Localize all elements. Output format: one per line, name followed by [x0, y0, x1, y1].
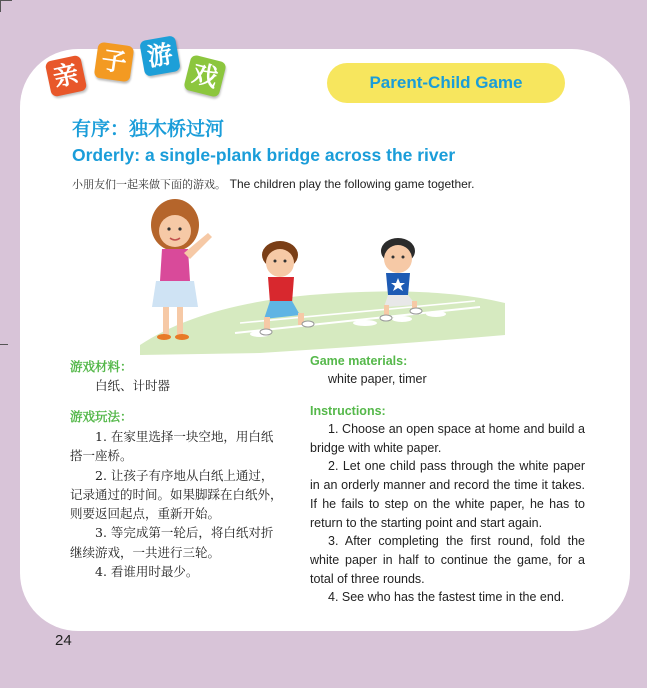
intro-line: [72, 176, 474, 192]
game-title-en: Orderly: a single-plank bridge across the river: [72, 145, 456, 165]
materials-heading-zh: 游戏材料：: [70, 359, 133, 374]
instructions-heading-zh: 游戏玩法：: [70, 409, 133, 424]
english-label: Parent-Child Game: [369, 73, 523, 92]
materials-text-zh: 白纸、计时器: [95, 378, 171, 393]
badge-char-1: 亲: [45, 55, 88, 98]
crop-mark: [0, 0, 1, 12]
instructions-list-zh: [70, 427, 284, 581]
english-label-pill: [327, 63, 565, 103]
badge-char-4: 戏: [183, 54, 227, 98]
instruction-step-zh: 4. 看谁用时最少。: [95, 564, 199, 580]
materials-text-en-line: white paper, timer: [328, 372, 427, 386]
instruction-step-en: 3. After completing the first round, fold the white paper in half to continue the game, for a total of three rounds.: [310, 534, 585, 586]
badge-char-2: 子: [94, 42, 135, 83]
children-playing-illustration: [140, 195, 505, 355]
instruction-step-zh: 2. 让孩子有序地从白纸上通过，记录通过的时间。如果脚踩在白纸外，则要返回起点，重新开始。: [70, 467, 283, 522]
game-title-zh: 有序：独木桥过河: [72, 118, 225, 140]
instruction-step-en: 4. See who has the fastest time in the end.: [328, 590, 565, 605]
instruction-step-zh: 1. 在家里选择一块空地，用白纸搭一座桥。: [70, 429, 274, 464]
instructions-list-en: [310, 420, 585, 607]
materials-text-en: [310, 370, 585, 389]
intro-en: The children play the following game together.: [229, 177, 475, 191]
instructions-heading-en: Instructions:: [310, 404, 386, 418]
materials-heading-en: Game materials:: [310, 354, 408, 368]
crop-mark: [0, 0, 12, 1]
page-number: 24: [55, 632, 72, 649]
instruction-step-en: 2. Let one child pass through the white paper in an orderly manner and record the time it takes. If he fails to step on the white paper, he has to return to the starting point and start again.: [310, 459, 585, 530]
crop-mark: [0, 344, 8, 345]
instruction-step-zh: 3. 等完成第一轮后，将白纸对折继续游戏，一共进行三轮。: [70, 525, 274, 560]
instruction-step-en: 1. Choose an open space at home and build a bridge with white paper.: [310, 422, 585, 455]
badge-char-3: 游: [139, 35, 181, 77]
intro-zh: 小朋友们一起来做下面的游戏。: [72, 178, 226, 191]
